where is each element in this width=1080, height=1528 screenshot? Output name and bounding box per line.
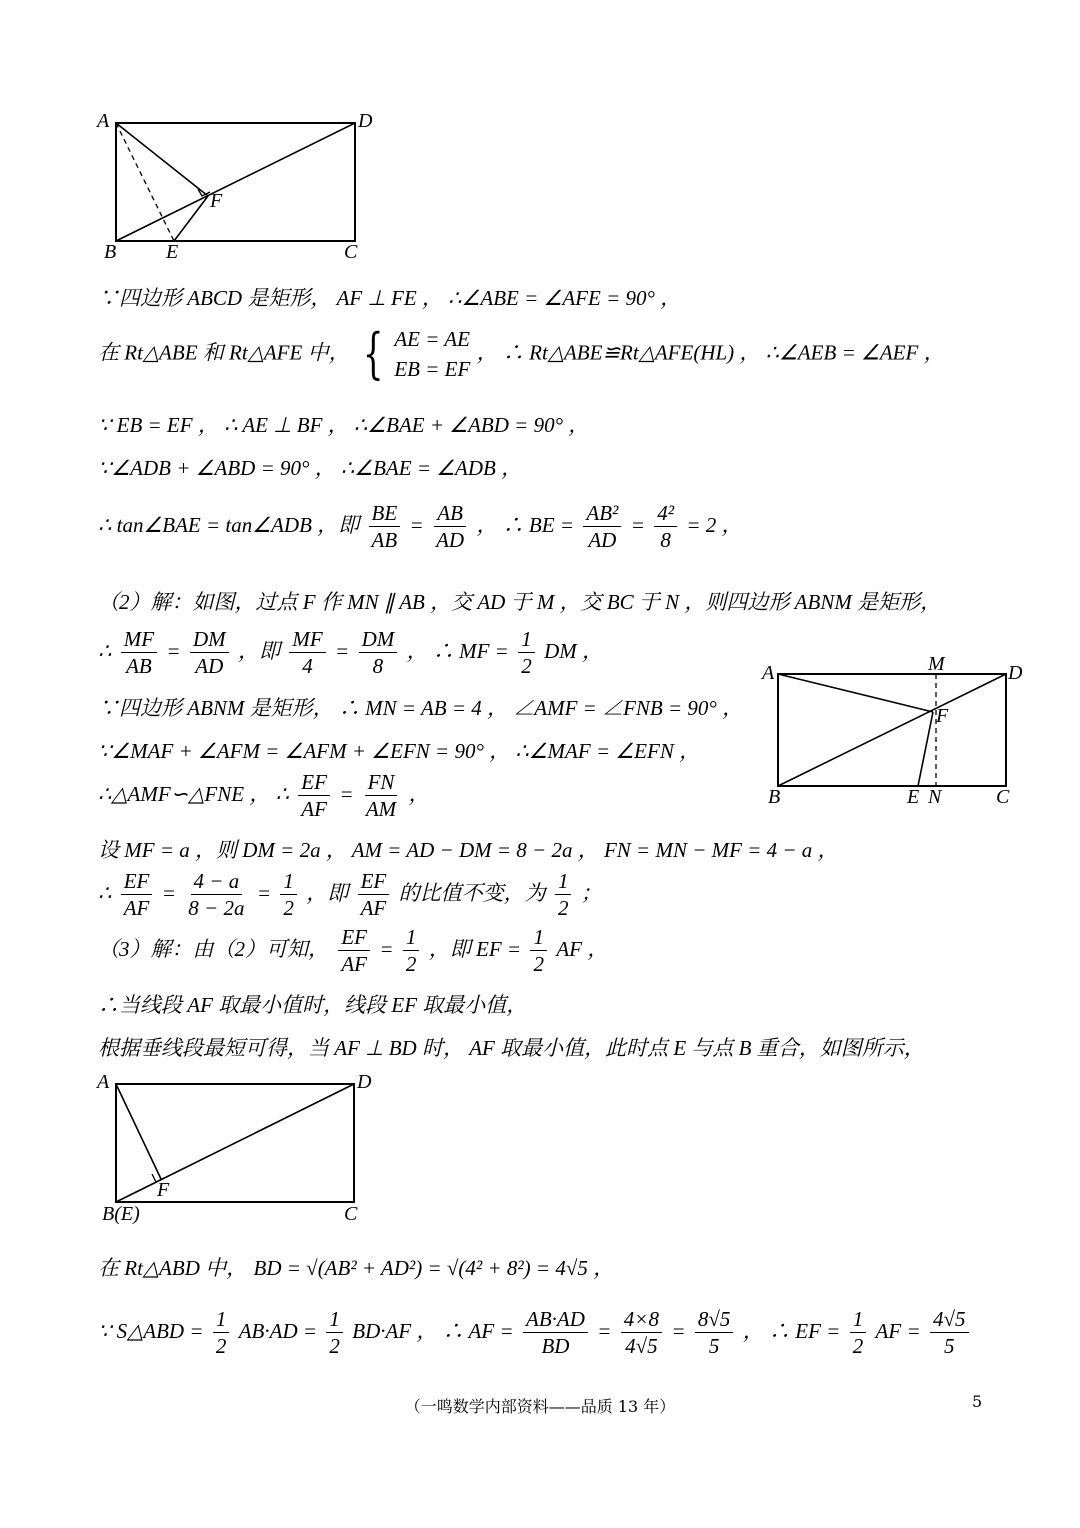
fraction — [654, 500, 677, 553]
denominator: 4√5 — [625, 1334, 658, 1358]
numerator: MF — [289, 626, 325, 653]
numerator: 4√5 — [930, 1306, 969, 1333]
fig2-label-D: D — [1008, 662, 1023, 684]
numerator: 8√5 — [695, 1306, 734, 1333]
fig2-label-E: E — [907, 786, 920, 808]
fraction — [121, 868, 153, 921]
numerator: 1 — [530, 924, 547, 951]
denominator: AF — [360, 896, 387, 920]
line16-text-a: 在 Rt△ABD 中， — [98, 1256, 248, 1280]
line10-text-a: ∴△AMF∽△FNE ， ∴ — [98, 782, 289, 806]
system-row-1: AE = AE — [394, 327, 470, 351]
text-line-1: ∵四边形 ABCD 是矩形， AF ⊥ FE ， ∴∠ABE = ∠AFE = 90° ， — [98, 286, 682, 310]
denominator: AF — [341, 952, 368, 976]
denominator: 2 — [533, 952, 544, 976]
figure-2 — [756, 652, 1056, 812]
denominator: 2 — [283, 896, 294, 920]
denominator: 4 — [302, 654, 313, 678]
numerator: BE — [369, 500, 401, 527]
numerator: DM — [359, 626, 398, 653]
numerator: 1 — [403, 924, 420, 951]
fig3-label-A: A — [97, 1071, 110, 1093]
fraction — [121, 626, 157, 679]
fig3-label-C: C — [344, 1203, 358, 1225]
line12-text-d: ； — [580, 881, 602, 905]
line16-text-b: BD = √(AB² + AD²) = √(4² + 8²) = 4√5 ， — [253, 1256, 615, 1280]
numerator: AB² — [583, 500, 621, 527]
text-line-4: ∵∠ADB + ∠ABD = 90° ， ∴∠BAE = ∠ADB ， — [98, 456, 523, 480]
fraction — [359, 626, 398, 679]
system-row-2: EB = EF — [394, 357, 471, 381]
line12-text-c: 的比值不变，为 — [398, 881, 546, 905]
denominator: 8 — [660, 528, 671, 552]
fig3-label-BE: B(E) — [102, 1203, 140, 1225]
numerator: 1 — [555, 868, 572, 895]
denominator: 8 — [372, 654, 384, 678]
denominator: 8 − 2a — [188, 896, 245, 920]
line5-text-a: ∴ tan∠BAE = tan∠ADB ，即 — [98, 513, 360, 537]
line7-text-a: ∴ — [98, 639, 112, 663]
text-line-17: ∵ S△ABD = $\frac{1}{2}$ AB·AD = $\frac{1}{2}$ BD·AF ， ∴ AF = $\frac{AB\cdot AD}{BD}$ = $\frac{4\times 8}{4√5}$ = $\frac{8√5}{5}$ ， ∴ EF = $\frac{1}{2}$ AF = $\frac{4√5}{5}$ — [98, 1306, 972, 1359]
fig1-label-D: D — [358, 110, 373, 132]
page-number: 5 — [972, 1392, 983, 1411]
denominator: 2 — [215, 1334, 227, 1358]
line13-text-c: AF ， — [556, 937, 609, 961]
fig3-label-D: D — [357, 1071, 372, 1093]
fraction — [298, 769, 330, 822]
text-line-11: 设 MF = a ，则 DM = 2a ， AM = AD − DM = 8 − 2a ， FN = MN − MF = 4 − a ， — [98, 838, 839, 862]
numerator: EF — [121, 868, 153, 895]
numerator: AB·AD — [523, 1306, 588, 1333]
numerator: 4 − a — [191, 868, 243, 895]
text-line-13: （3）解：由（2）可知， $\frac{EF}{AF}$ = $\frac{1}{2}$ ，即 EF = $\frac{1}{2}$ AF ， — [98, 925, 609, 976]
numerator: EF — [358, 868, 390, 895]
line17-text-e: AF = — [875, 1319, 921, 1343]
fraction — [358, 868, 390, 921]
numerator: AB — [434, 500, 466, 527]
line17-text-a: ∵ S△ABD = — [98, 1319, 204, 1343]
denominator: AD — [588, 528, 617, 552]
numerator: 4² — [654, 500, 677, 527]
fig1-label-E: E — [166, 241, 179, 263]
fraction — [621, 1306, 662, 1359]
denominator: AB — [126, 654, 152, 678]
line10-text-b: ， — [408, 782, 430, 806]
fig2-label-N: N — [928, 786, 942, 808]
fraction — [555, 868, 572, 921]
text-line-10: ∴△AMF∽△FNE ， ∴ $\frac{EF}{AF}$ = $\frac{FN}{AM}$ ， — [98, 770, 430, 821]
line2-post: ， ∴ Rt△ABE≌Rt△AFE(HL) ， ∴∠AEB = ∠AEF ， — [476, 340, 945, 365]
numerator: 1 — [326, 1306, 343, 1333]
text-line-6: （2）解：如图，过点 F 作 MN ∥ AB ，交 AD 于 M ，交 BC 于 N ，则四边形 ABNM 是矩形， — [98, 590, 942, 614]
denominator: AF — [301, 797, 327, 821]
fraction — [289, 626, 325, 679]
fraction — [363, 769, 399, 822]
fraction — [523, 1306, 588, 1359]
line12-text-a: ∴ — [98, 881, 112, 905]
numerator: DM — [190, 626, 229, 653]
text-line-15: 根据垂线段最短可得，当 AF ⊥ BD 时， AF 取最小值，此时点 E 与点 B 重合，如图所示， — [98, 1036, 925, 1060]
equation-system: { AE = AE EB = EF — [362, 322, 471, 385]
denominator: BD — [541, 1334, 570, 1358]
line2-pre: 在 Rt△ABE 和 Rt△AFE 中， — [98, 340, 350, 365]
text-line-2 — [98, 324, 945, 384]
fraction — [850, 1306, 867, 1359]
fraction — [338, 924, 370, 977]
line5-text-b: ， ∴ BE = — [476, 513, 575, 537]
numerator: 1 — [850, 1306, 867, 1333]
fraction — [518, 626, 535, 679]
fraction — [213, 1306, 230, 1359]
fig1-label-B: B — [104, 241, 117, 263]
denominator: 2 — [329, 1334, 340, 1358]
figure-1 — [92, 108, 392, 278]
denominator: 2 — [521, 654, 532, 678]
numerator: EF — [338, 924, 370, 951]
numerator: 1 — [213, 1306, 230, 1333]
fig2-label-C: C — [996, 786, 1010, 808]
line7-text-c: ， ∴ MF = — [406, 639, 509, 663]
denominator: 2 — [852, 1334, 864, 1358]
denominator: AM — [365, 797, 397, 821]
denominator: 5 — [944, 1334, 955, 1358]
figure-3 — [92, 1068, 392, 1228]
text-line-8: ∵四边形 ABNM 是矩形， ∴ MN = AB = 4 ， ∠AMF = ∠FNB = 90° ， — [98, 696, 744, 720]
line17-text-d: ， ∴ EF = — [742, 1319, 841, 1343]
fig2-label-M: M — [928, 653, 945, 675]
fraction — [583, 500, 621, 553]
text-line-7: ∴ $\frac{MF}{AB}$ = $\frac{DM}{AD}$ ，即 $\frac{MF}{4}$ = $\frac{DM}{8}$ ， ∴ MF = $\frac{1}{2}$ DM ， — [98, 627, 603, 678]
numerator: 1 — [518, 626, 535, 653]
fraction — [433, 500, 467, 553]
line7-text-b: ，即 — [237, 639, 280, 663]
fraction — [280, 868, 297, 921]
numerator: FN — [365, 769, 398, 796]
fraction — [369, 500, 401, 553]
line13-text-b: ，即 EF = — [428, 937, 522, 961]
fraction — [695, 1306, 734, 1359]
denominator: 2 — [557, 896, 569, 920]
line7-text-d: DM ， — [544, 639, 603, 663]
line17-text-b: AB·AD = — [238, 1319, 318, 1343]
fraction — [185, 868, 247, 921]
fig1-label-F: F — [210, 190, 223, 212]
denominator: AD — [436, 528, 465, 552]
fig2-label-B: B — [768, 786, 781, 808]
numerator: 4×8 — [621, 1306, 662, 1333]
line12-text-b: ，即 — [306, 881, 349, 905]
text-line-16 — [98, 1252, 614, 1282]
fig2-label-A: A — [762, 662, 775, 684]
denominator: AB — [371, 528, 398, 552]
fig1-label-C: C — [344, 241, 358, 263]
text-line-3: ∵ EB = EF ， ∴ AE ⊥ BF ， ∴∠BAE + ∠ABD = 90° ， — [98, 413, 590, 437]
fig3-label-F: F — [157, 1179, 170, 1201]
fraction — [190, 626, 229, 679]
denominator: AD — [195, 654, 224, 678]
fig2-label-F: F — [936, 705, 949, 727]
denominator: 2 — [405, 952, 417, 976]
page-footer: （一鸣数学内部资料——品质 13 年） — [404, 1397, 676, 1416]
denominator: AF — [123, 896, 150, 920]
line17-text-c: BD·AF ， ∴ AF = — [352, 1319, 514, 1343]
fraction — [403, 924, 420, 977]
fraction — [326, 1306, 343, 1359]
fig1-label-A: A — [97, 110, 110, 132]
numerator: 1 — [280, 868, 297, 895]
text-line-14: ∴当线段 AF 取最小值时，线段 EF 取最小值， — [98, 993, 528, 1017]
text-line-5: ∴ tan∠BAE = tan∠ADB ，即 $\frac{BE}{AB}$ = $\frac{AB}{AD}$ ， ∴ BE = $\frac{\text{AB²}}{AD}$ = $\frac{\text{4²}}{8}$ = 2 ， — [98, 501, 743, 552]
denominator: 5 — [708, 1334, 720, 1358]
line5-text-c: = 2 ， — [686, 513, 743, 537]
numerator: MF — [121, 626, 157, 653]
fraction — [530, 924, 547, 977]
text-line-9: ∵∠MAF + ∠AFM = ∠AFM + ∠EFN = 90° ， ∴∠MAF = ∠EFN ， — [98, 739, 701, 763]
line13-text-a: （3）解：由（2）可知， — [98, 937, 329, 961]
numerator: EF — [298, 769, 330, 796]
fraction — [930, 1306, 969, 1359]
text-line-12: ∴ $\frac{EF}{AF}$ = $\frac{4 - a}{8 - 2a}$ = $\frac{1}{2}$ ，即 $\frac{EF}{AF}$ 的比值不变，为 $\frac{1}{2}$ ； — [98, 869, 602, 920]
